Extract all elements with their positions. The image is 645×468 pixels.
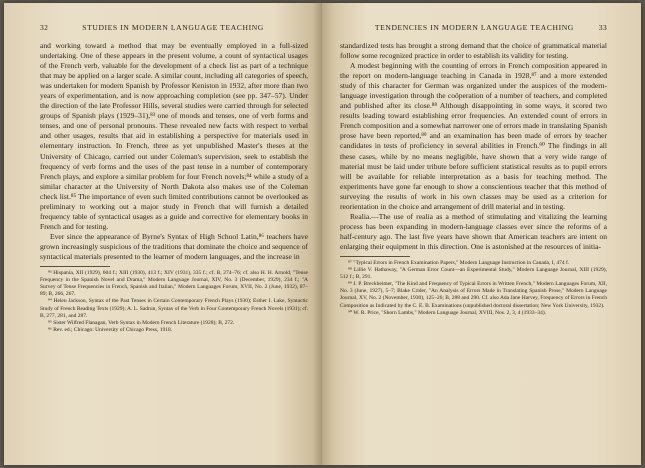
paragraph: standardized tests has brought a strong demand that the choice of grammatical material follow some recognized practice in order to establish its validity for testing. — [340, 41, 607, 61]
running-title: TENDENCIES IN MODERN LANGUAGE TEACHING — [374, 23, 574, 32]
paragraph: Ever since the appearance of Byrne's Syntax of High School Latin,⁸⁶ teachers have grown increasingly suspicious of the traditions that dominate the choice and sequence of syntactical materials presented to the learner of modern languages, and the increase in — [40, 231, 308, 261]
footnote: ⁸⁸ Lillie V. Hathaway, "A German Error Count—an Experimental Study," Modern Language Journal, XIII (1929), 512 f.; B, 291. — [340, 267, 607, 281]
right-body-text — [340, 41, 607, 252]
page-number: 33 — [598, 23, 607, 32]
running-head-right — [340, 23, 607, 32]
footnote: ⁸⁵ Sister Wilfred Flanagan, Verb Syntax in Modern French Literature (1928); B, 272. — [48, 319, 235, 326]
paragraph: A modest beginning with the counting of errors in French composition appeared in the report on modern-language teaching in Canada in 1928,⁸⁷ and a more extended study of this character for German was organized under the auspices of the modern-language investigation through the coöperation of a number of teachers, and completed and published after its close.⁸⁸ Although disappointing in some ways, it scored two results leading toward establishing error frequencies. An extended count of errors in French composition and a somewhat narrower one of errors made in translating Spanish prose have been reported,⁸⁹ and an examination has been made of errors by teacher candidates in tests of proficiency in several abilities in French.⁹⁰ The findings in all these cases, while by no means negligible, have shown that a very wide range of material must be laid under tribute before sufficient statistical results as to pupil errors will be available for reliable interpretation as a basis for teaching method. The experiments have gone far enough to show a conscientious teacher that this method of surveying the results of work in his own classes may be used as a criterion for reorientation in the choice and arrangement of drill material and in testing. — [340, 61, 607, 211]
left-body-text — [40, 41, 308, 262]
footnote: ⁸⁷ "Typical Errors in French Examination Papers," Modern Language Instruction in Canada, I, 474 f. — [348, 259, 570, 266]
running-head-left — [40, 23, 308, 32]
footnote: ⁸³ Hispania, XII (1929), 604 f.; XIII (1930), 413 f.; XIV (1931), 335 f.; cf. B, 274–76; cf. also H. H. Arnold, "Tense Frequency in the Spanish Novel and Drama," Modern Language Journal, XIV, No. 3 (December, 1929), 234 f.; "A Survey of Tense Frequencies in French, Spanish and Italian," Modern Languages Forum, XVII, No. 2 (June, 1932), 87–89; B, 266, 267. — [40, 270, 308, 298]
footnote-rule — [40, 266, 110, 267]
footnote: ⁸⁶ Rev. ed.; Chicago: University of Chicago Press, 1918. — [48, 326, 173, 333]
footnote: ⁸⁹ J. P. Breckbeimer, "The Kind and Frequency of Typical Errors in Written French," Modern Languages Forum, XII, No. 3 (June, 1927), 5–7; Blake Crider, "An Analysis of Errors Made in Translating Spanish Prose," Modern Language Journal, XV, No. 2 (November, 1930), 125–26; B, 288 and 290. Cf. also Ada Jane Harvey, Frequency of Errors in French Composition as Indicated by the C. E. B. Examinations (unpublished doctoral dissertation; New York University, 1932). — [340, 281, 607, 309]
right-page — [322, 3, 641, 465]
footnote: ⁸⁴ Helen Jackson, Syntax of the Past Tenses in Certain Contemporary French Plays (1930); Esther I. Lake, Syntactic Study of French Reading Texts (1929); A. L. Sadrun, Syntax of the Verb in Four Contemporary French Novels (1931); cf. B, 277, 281, and 287. — [40, 298, 308, 319]
left-footnotes — [40, 270, 308, 334]
running-title: STUDIES IN MODERN LANGUAGE TEACHING — [82, 23, 264, 32]
paragraph: and working toward a method that may be eventually employed in a full-sized undertaking. One of these appears in the present volume, a count of syntactical usages of the French verb, valuable for the development of a check list as part of a technique that may be applied on a larger scale. A similar count, including all categories of speech, was undertaken for modern Spanish by Professor Keniston in 1932, after more than two years of experimentation, and is now approaching completion (see pp. 347–57). Under the direction of the late Professor Hills, several studies were carried through for selected groups of Spanish plays (1929–31),⁸³ one of moods and tenses, one of verb forms and tenses, and one of personal pronouns. These revealed new facts with respect to verbal and other usages, results that aid in establishing a perspective for materials used in elementary instruction. In French, three as yet unpublished Master's theses at the University of Chicago, carried out under Coleman's supervision, seek to establish the frequency of verb forms and the uses of the past tense in a number of contemporary French plays, and explore a similar problem for four French novels;⁸⁴ while a study of a similar character at the University of North Dakota also makes use of the Coleman check list.⁸⁵ The importance of even such limited contributions cannot be overlooked as preliminary to working out a major study in French that will furnish a detailed frequency table of syntactical usages as a guide and corrective for elementary books in French and for testing. — [40, 41, 308, 231]
right-footnotes — [340, 260, 607, 317]
book-spread — [4, 3, 641, 465]
footnote-rule — [340, 256, 410, 257]
page-number: 32 — [40, 23, 49, 32]
left-page — [4, 3, 322, 465]
paragraph: Realia.—The use of realia as a method of stimulating and vitalizing the learning process has been expanding in modern-language classes ever since the reforms of a half-century ago. The last five years have shown that American teachers are intent on enlarging their equipment in this direction. One is astonished at the resources of initia- — [340, 211, 607, 251]
footnote: ⁹⁰ W. R. Price, "Shorn Lambs," Modern Language Journal, XVIII, Nos. 2, 3, 4 (1933–34). — [348, 309, 547, 316]
